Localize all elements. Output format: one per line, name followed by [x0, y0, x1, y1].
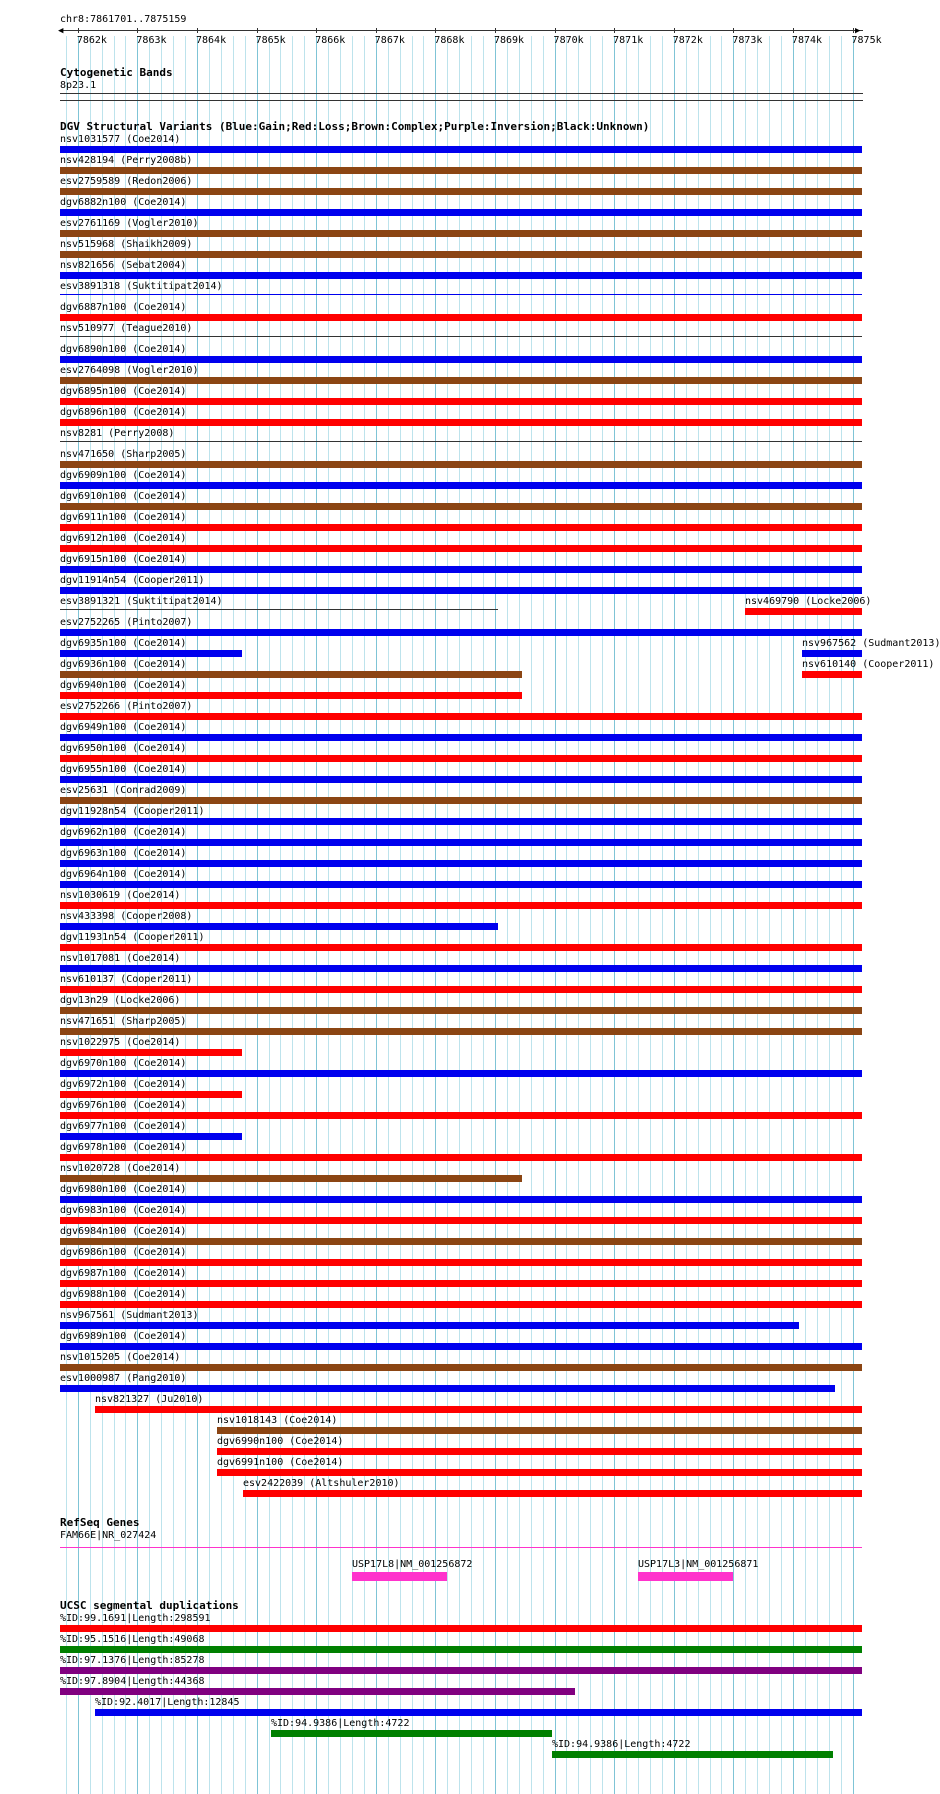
variant-bar[interactable] [60, 839, 862, 846]
variant-bar[interactable] [60, 251, 862, 258]
variant-bar[interactable] [60, 1112, 862, 1119]
ruler-axis [60, 30, 863, 31]
variant-bar[interactable] [60, 1028, 862, 1035]
variant-label: dgv6909n100 (Coe2014) [60, 470, 187, 481]
variant-label: dgv6940n100 (Coe2014) [60, 680, 187, 691]
refseq-track-title: RefSeq Genes [60, 1516, 140, 1529]
ruler-tick-label: 7869k [493, 35, 525, 46]
ruler-tick [674, 28, 675, 33]
variant-bar[interactable] [243, 1490, 862, 1497]
gene-label: USP17L8|NM_001256872 [352, 1559, 473, 1570]
variant-bar[interactable] [60, 1343, 862, 1350]
variant-bar[interactable] [60, 1364, 862, 1371]
segdup-bar[interactable] [60, 1688, 575, 1695]
variant-label: dgv13n29 (Locke2006) [60, 995, 181, 1006]
variant-label: nsv967562 (Sudmant2013) [802, 638, 940, 649]
variant-label: dgv6912n100 (Coe2014) [60, 533, 187, 544]
variant-bar[interactable] [60, 1175, 522, 1182]
variant-label: nsv471650 (Sharp2005) [60, 449, 187, 460]
segdup-bar[interactable] [271, 1730, 552, 1737]
variant-label: dgv11928n54 (Cooper2011) [60, 806, 205, 817]
variant-bar[interactable] [60, 734, 862, 741]
variant-label: nsv469790 (Locke2006) [745, 596, 872, 607]
cytoband-track-title: Cytogenetic Bands [60, 66, 173, 79]
variant-label: nsv821327 (Ju2010) [95, 1394, 204, 1405]
variant-label: dgv6970n100 (Coe2014) [60, 1058, 187, 1069]
segdup-label: %ID:99.1691|Length:298591 [60, 1613, 211, 1624]
variant-label: esv3891321 (Suktitipat2014) [60, 596, 223, 607]
variant-label: nsv1020728 (Coe2014) [60, 1163, 181, 1174]
segdup-bar[interactable] [552, 1751, 833, 1758]
gene-label: USP17L3|NM_001256871 [638, 1559, 759, 1570]
variant-label: esv2752265 (Pinto2007) [60, 617, 193, 628]
variant-bar[interactable] [802, 650, 862, 657]
variant-label: dgv6983n100 (Coe2014) [60, 1205, 187, 1216]
variant-bar[interactable] [95, 1406, 862, 1413]
gene-feature[interactable] [638, 1572, 733, 1581]
ruler-tick [257, 28, 258, 33]
gene-feature[interactable] [352, 1572, 447, 1581]
variant-label: nsv510977 (Teague2010) [60, 323, 193, 334]
variant-bar[interactable] [60, 188, 862, 195]
ruler-tick-label: 7870k [553, 35, 584, 46]
variant-bar[interactable] [217, 1469, 862, 1476]
variant-label: nsv428194 (Perry2008b) [60, 155, 193, 166]
segdup-track-title: UCSC segmental duplications [60, 1599, 239, 1612]
segdup-label: %ID:94.9386|Length:4722 [552, 1739, 691, 1750]
variant-bar[interactable] [60, 671, 522, 678]
ruler-tick-label: 7867k [374, 35, 405, 46]
variant-label: dgv6964n100 (Coe2014) [60, 869, 187, 880]
variant-label: dgv6890n100 (Coe2014) [60, 344, 187, 355]
variant-label: nsv1018143 (Coe2014) [217, 1415, 338, 1426]
segdup-label: %ID:97.1376|Length:85278 [60, 1655, 205, 1666]
variant-label: nsv1015205 (Coe2014) [60, 1352, 181, 1363]
ruler-tick-label: 7862k [76, 35, 107, 46]
variant-bar[interactable] [60, 1070, 862, 1077]
variant-bar[interactable] [60, 1301, 862, 1308]
variant-label: dgv6989n100 (Coe2014) [60, 1331, 187, 1342]
variant-label: dgv6977n100 (Coe2014) [60, 1121, 187, 1132]
variant-label: dgv6980n100 (Coe2014) [60, 1184, 187, 1195]
variant-bar[interactable] [60, 923, 498, 930]
variant-label: dgv6949n100 (Coe2014) [60, 722, 187, 733]
variant-bar[interactable] [60, 1091, 242, 1098]
variant-label: nsv1022975 (Coe2014) [60, 1037, 181, 1048]
ruler-tick [435, 28, 436, 33]
variant-bar[interactable] [60, 1280, 862, 1287]
variant-label: nsv967561 (Sudmant2013) [60, 1310, 199, 1321]
variant-bar[interactable] [60, 503, 862, 510]
variant-label: dgv6991n100 (Coe2014) [217, 1457, 344, 1468]
segdup-label: %ID:92.4017|Length:12845 [95, 1697, 240, 1708]
variant-bar[interactable] [60, 419, 862, 426]
left-arrow-icon: ◀ [58, 26, 64, 36]
gene-feature[interactable] [60, 1547, 862, 1548]
variant-label: dgv6895n100 (Coe2014) [60, 386, 187, 397]
ruler-tick [78, 28, 79, 33]
variant-label: dgv6911n100 (Coe2014) [60, 512, 187, 523]
variant-bar[interactable] [60, 398, 862, 405]
variant-label: esv2752266 (Pinto2007) [60, 701, 193, 712]
variant-label: dgv11914n54 (Cooper2011) [60, 575, 205, 586]
cytoband-label: 8p23.1 [60, 80, 97, 91]
segdup-bar[interactable] [60, 1646, 862, 1653]
segdup-label: %ID:94.9386|Length:4722 [271, 1718, 410, 1729]
variant-label: dgv6915n100 (Coe2014) [60, 554, 187, 565]
variant-label: dgv6986n100 (Coe2014) [60, 1247, 187, 1258]
variant-bar[interactable] [60, 294, 862, 295]
variant-bar[interactable] [60, 314, 862, 321]
variant-label: dgv6955n100 (Coe2014) [60, 764, 187, 775]
variant-bar[interactable] [745, 608, 862, 615]
variant-bar[interactable] [60, 692, 522, 699]
variant-bar[interactable] [60, 377, 862, 384]
ruler-tick [137, 28, 138, 33]
variant-label: dgv11931n54 (Cooper2011) [60, 932, 205, 943]
variant-bar[interactable] [60, 1385, 835, 1392]
variant-bar[interactable] [60, 609, 498, 610]
segdup-bar[interactable] [60, 1667, 862, 1674]
variant-bar[interactable] [60, 818, 862, 825]
variant-label: dgv6962n100 (Coe2014) [60, 827, 187, 838]
ruler-tick [733, 28, 734, 33]
variant-bar[interactable] [60, 545, 862, 552]
variant-label: nsv1031577 (Coe2014) [60, 134, 181, 145]
variant-label: esv2761169 (Vogler2010) [60, 218, 199, 229]
gene-label: FAM66E|NR_027424 [60, 1530, 157, 1541]
variant-bar[interactable] [60, 566, 862, 573]
ruler-tick [555, 28, 556, 33]
variant-bar[interactable] [217, 1427, 862, 1434]
variant-label: nsv471651 (Sharp2005) [60, 1016, 187, 1027]
variant-bar[interactable] [60, 1217, 862, 1224]
variant-bar[interactable] [60, 167, 862, 174]
segdup-label: %ID:97.8904|Length:44368 [60, 1676, 205, 1687]
variant-bar[interactable] [60, 524, 862, 531]
right-arrow-icon: ▶ [855, 26, 861, 36]
variant-label: dgv6963n100 (Coe2014) [60, 848, 187, 859]
ruler-tick [793, 28, 794, 33]
ruler-tick [316, 28, 317, 33]
ruler-tick [614, 28, 615, 33]
variant-label: dgv6950n100 (Coe2014) [60, 743, 187, 754]
variant-bar[interactable] [60, 1049, 242, 1056]
variant-label: dgv6882n100 (Coe2014) [60, 197, 187, 208]
variant-label: esv25631 (Conrad2009) [60, 785, 187, 796]
variant-bar[interactable] [60, 860, 862, 867]
variant-label: esv3891318 (Suktitipat2014) [60, 281, 223, 292]
ruler-tick [376, 28, 377, 33]
variant-label: nsv610137 (Cooper2011) [60, 974, 193, 985]
cytoband-bar[interactable] [60, 93, 863, 94]
variant-label: nsv1017081 (Coe2014) [60, 953, 181, 964]
ruler-tick-label: 7864k [196, 35, 227, 46]
ruler-tick-label: 7875k [851, 35, 882, 46]
segdup-label: %ID:95.1516|Length:49068 [60, 1634, 205, 1645]
variant-bar[interactable] [60, 881, 862, 888]
segdup-bar[interactable] [60, 1625, 862, 1632]
variant-label: dgv6936n100 (Coe2014) [60, 659, 187, 670]
variant-label: esv2759589 (Redon2006) [60, 176, 193, 187]
variant-label: dgv6972n100 (Coe2014) [60, 1079, 187, 1090]
variant-bar[interactable] [60, 713, 862, 720]
variant-label: dgv6988n100 (Coe2014) [60, 1289, 187, 1300]
variant-bar[interactable] [60, 1322, 799, 1329]
ruler-tick [197, 28, 198, 33]
variant-bar[interactable] [60, 1007, 862, 1014]
variant-label: nsv821656 (Sebat2004) [60, 260, 187, 271]
variant-bar[interactable] [60, 965, 862, 972]
variant-bar[interactable] [60, 986, 862, 993]
variant-bar[interactable] [60, 650, 242, 657]
variant-bar[interactable] [60, 587, 862, 594]
variant-bar[interactable] [60, 356, 862, 363]
variant-label: nsv8281 (Perry2008) [60, 428, 175, 439]
variant-bar[interactable] [60, 146, 862, 153]
variant-label: nsv433398 (Cooper2008) [60, 911, 193, 922]
variant-label: nsv1030619 (Coe2014) [60, 890, 181, 901]
variant-bar[interactable] [802, 671, 862, 678]
ruler-tick-label: 7873k [732, 35, 763, 46]
segdup-bar[interactable] [95, 1709, 862, 1716]
coordinate-ruler [0, 0, 890, 48]
variant-bar[interactable] [60, 755, 862, 762]
ruler-tick-label: 7868k [434, 35, 465, 46]
variant-bar[interactable] [60, 1154, 862, 1161]
variant-bar[interactable] [60, 1196, 862, 1203]
variant-bar[interactable] [60, 461, 862, 468]
variant-label: dgv6910n100 (Coe2014) [60, 491, 187, 502]
variant-bar[interactable] [60, 776, 862, 783]
variant-label: dgv6987n100 (Coe2014) [60, 1268, 187, 1279]
variant-bar[interactable] [60, 209, 862, 216]
variant-bar[interactable] [60, 230, 862, 237]
track-divider [60, 100, 863, 101]
variant-label: dgv6887n100 (Coe2014) [60, 302, 187, 313]
variant-label: esv1000987 (Pang2010) [60, 1373, 187, 1384]
variant-bar[interactable] [60, 797, 862, 804]
variant-bar[interactable] [60, 272, 862, 279]
variant-label: esv2422039 (Altshuler2010) [243, 1478, 400, 1489]
variant-bar[interactable] [60, 1133, 242, 1140]
variant-label: dgv6896n100 (Coe2014) [60, 407, 187, 418]
ruler-tick-label: 7872k [672, 35, 703, 46]
variant-bar[interactable] [60, 441, 862, 442]
ruler-tick [853, 28, 854, 33]
variant-bar[interactable] [60, 902, 862, 909]
ruler-tick-label: 7865k [255, 35, 286, 46]
ruler-tick-label: 7866k [315, 35, 346, 46]
variant-label: nsv610140 (Cooper2011) [802, 659, 935, 670]
location-label: chr8:7861701..7875159 [60, 14, 187, 25]
variant-label: dgv6990n100 (Coe2014) [217, 1436, 344, 1447]
ruler-tick-label: 7871k [613, 35, 644, 46]
variant-label: dgv6976n100 (Coe2014) [60, 1100, 187, 1111]
ruler-tick-label: 7863k [136, 35, 167, 46]
variant-bar[interactable] [217, 1448, 862, 1455]
variant-bar[interactable] [60, 1259, 862, 1266]
variant-label: esv2764098 (Vogler2010) [60, 365, 199, 376]
variant-bar[interactable] [60, 482, 862, 489]
variant-label: dgv6984n100 (Coe2014) [60, 1226, 187, 1237]
ruler-tick [495, 28, 496, 33]
variant-bar[interactable] [60, 944, 862, 951]
dgv-track-title: DGV Structural Variants (Blue:Gain;Red:Loss;Brown:Complex;Purple:Inversion;Black:Unknown) [60, 120, 650, 133]
variant-label: dgv6978n100 (Coe2014) [60, 1142, 187, 1153]
variant-bar[interactable] [60, 336, 862, 337]
ruler-tick-label: 7874k [791, 35, 823, 46]
variant-label: nsv515968 (Shaikh2009) [60, 239, 193, 250]
variant-label: dgv6935n100 (Coe2014) [60, 638, 187, 649]
variant-bar[interactable] [60, 1238, 862, 1245]
variant-bar[interactable] [60, 629, 862, 636]
